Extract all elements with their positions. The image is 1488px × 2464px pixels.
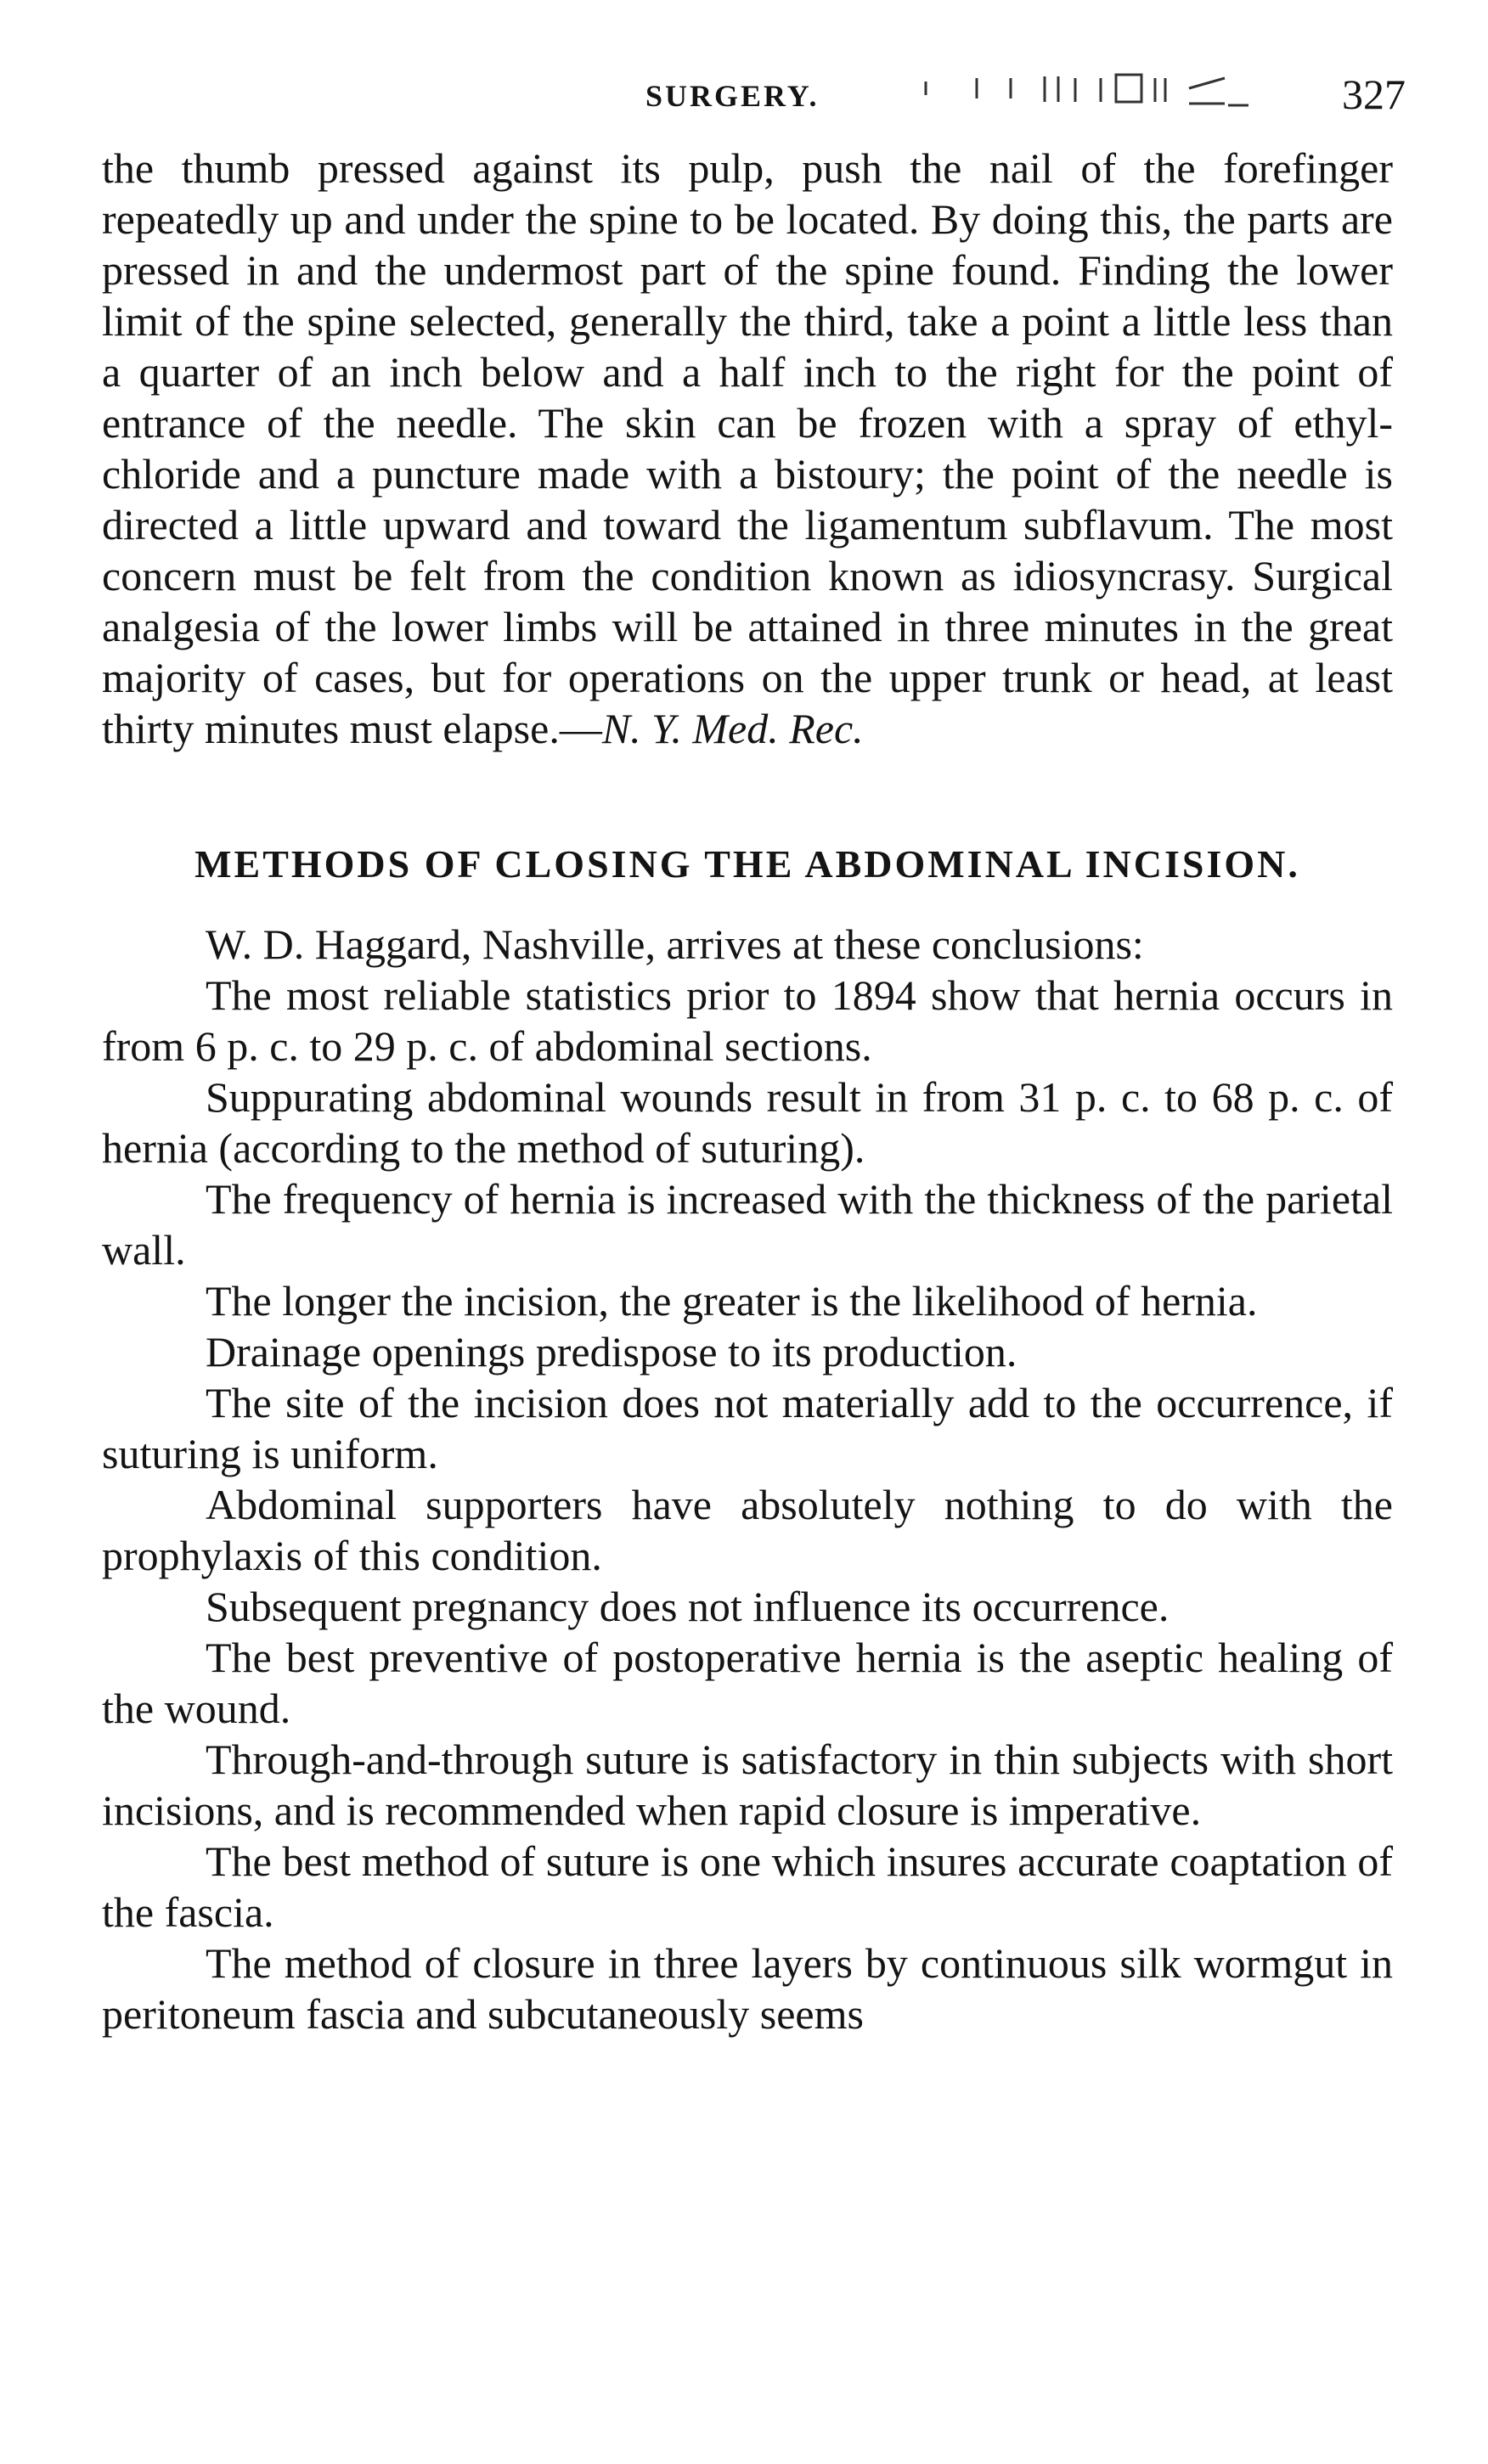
conclusion-item: The frequency of hernia is increased with the thickness of the parietal wall. [102,1175,1393,1274]
section-intro: W. D. Haggard, Nashville, arrives at these conclusions: [206,920,1144,968]
continued-paragraph [102,143,1393,754]
section-title: METHODS OF CLOSING THE ABDOMINAL INCISION. [194,842,1300,886]
conclusion-item: Drainage openings predispose to its production. [206,1328,1017,1375]
conclusion-item: Suppurating abdominal wounds result in from 31 p. c. to 68 p. c. of hernia (according to the method of suturing). [102,1073,1393,1172]
conclusion-item: The best preventive of postoperative hernia is the aseptic healing of the wound. [102,1634,1393,1732]
conclusion-item: The method of closure in three layers by continuous silk wormgut in peritoneum fascia and subcutaneously seems [102,1939,1393,2038]
running-head [102,66,1406,134]
running-head-title: SURGERY. [645,79,820,113]
conclusion-item: The site of the incision does not materially add to the occurrence, if suturing is uniform. [102,1379,1393,1477]
page-number: 327 [1342,70,1406,118]
conclusion-item: Subsequent pregnancy does not influence its occurrence. [206,1583,1170,1630]
conclusion-item: Through-and-through suture is satisfactory in thin subjects with short incisions, and is recommended when rapid closure is imperative. [102,1735,1393,1834]
citation: N. Y. Med. Rec. [601,705,864,752]
running-head-ornament [909,70,1308,112]
conclusion-item: The best method of suture is one which insures accurate coaptation of the fascia. [102,1837,1393,1936]
conclusion-item: Abdominal supporters have absolutely nothing to do with the prophylaxis of this condition. [102,1481,1393,1579]
conclusions-list [102,970,1393,2039]
continued-paragraph-text: the thumb pressed against its pulp, push the nail of the forefinger repeatedly up and under the spine to be located. By doing this, the parts are pressed in and the undermost part of the spine found. Finding the lower limit of the spine selected, generally the third, take a point a little less than a quarter of an inch below and a half inch to the right for the point of entrance of the needle. The skin can be frozen with a spray of ethyl-chloride and a puncture made with a bistoury; the point of the needle is directed a little upward and toward the ligamentum subflavum. The most concern must be felt from the condition known as idiosyncrasy. Surgical analgesia of the lower limbs will be attained in three minutes in the great majority of cases, but for operations on the upper trunk or head, at least thirty minutes must elapse.— [102,144,1393,752]
conclusion-item: The longer the incision, the greater is the likelihood of hernia. [206,1277,1258,1325]
conclusion-item: The most reliable statistics prior to 1894 show that hernia occurs in from 6 p. c. to 29 p. c. of abdominal sections. [102,971,1393,1070]
page-body [102,143,1393,2039]
